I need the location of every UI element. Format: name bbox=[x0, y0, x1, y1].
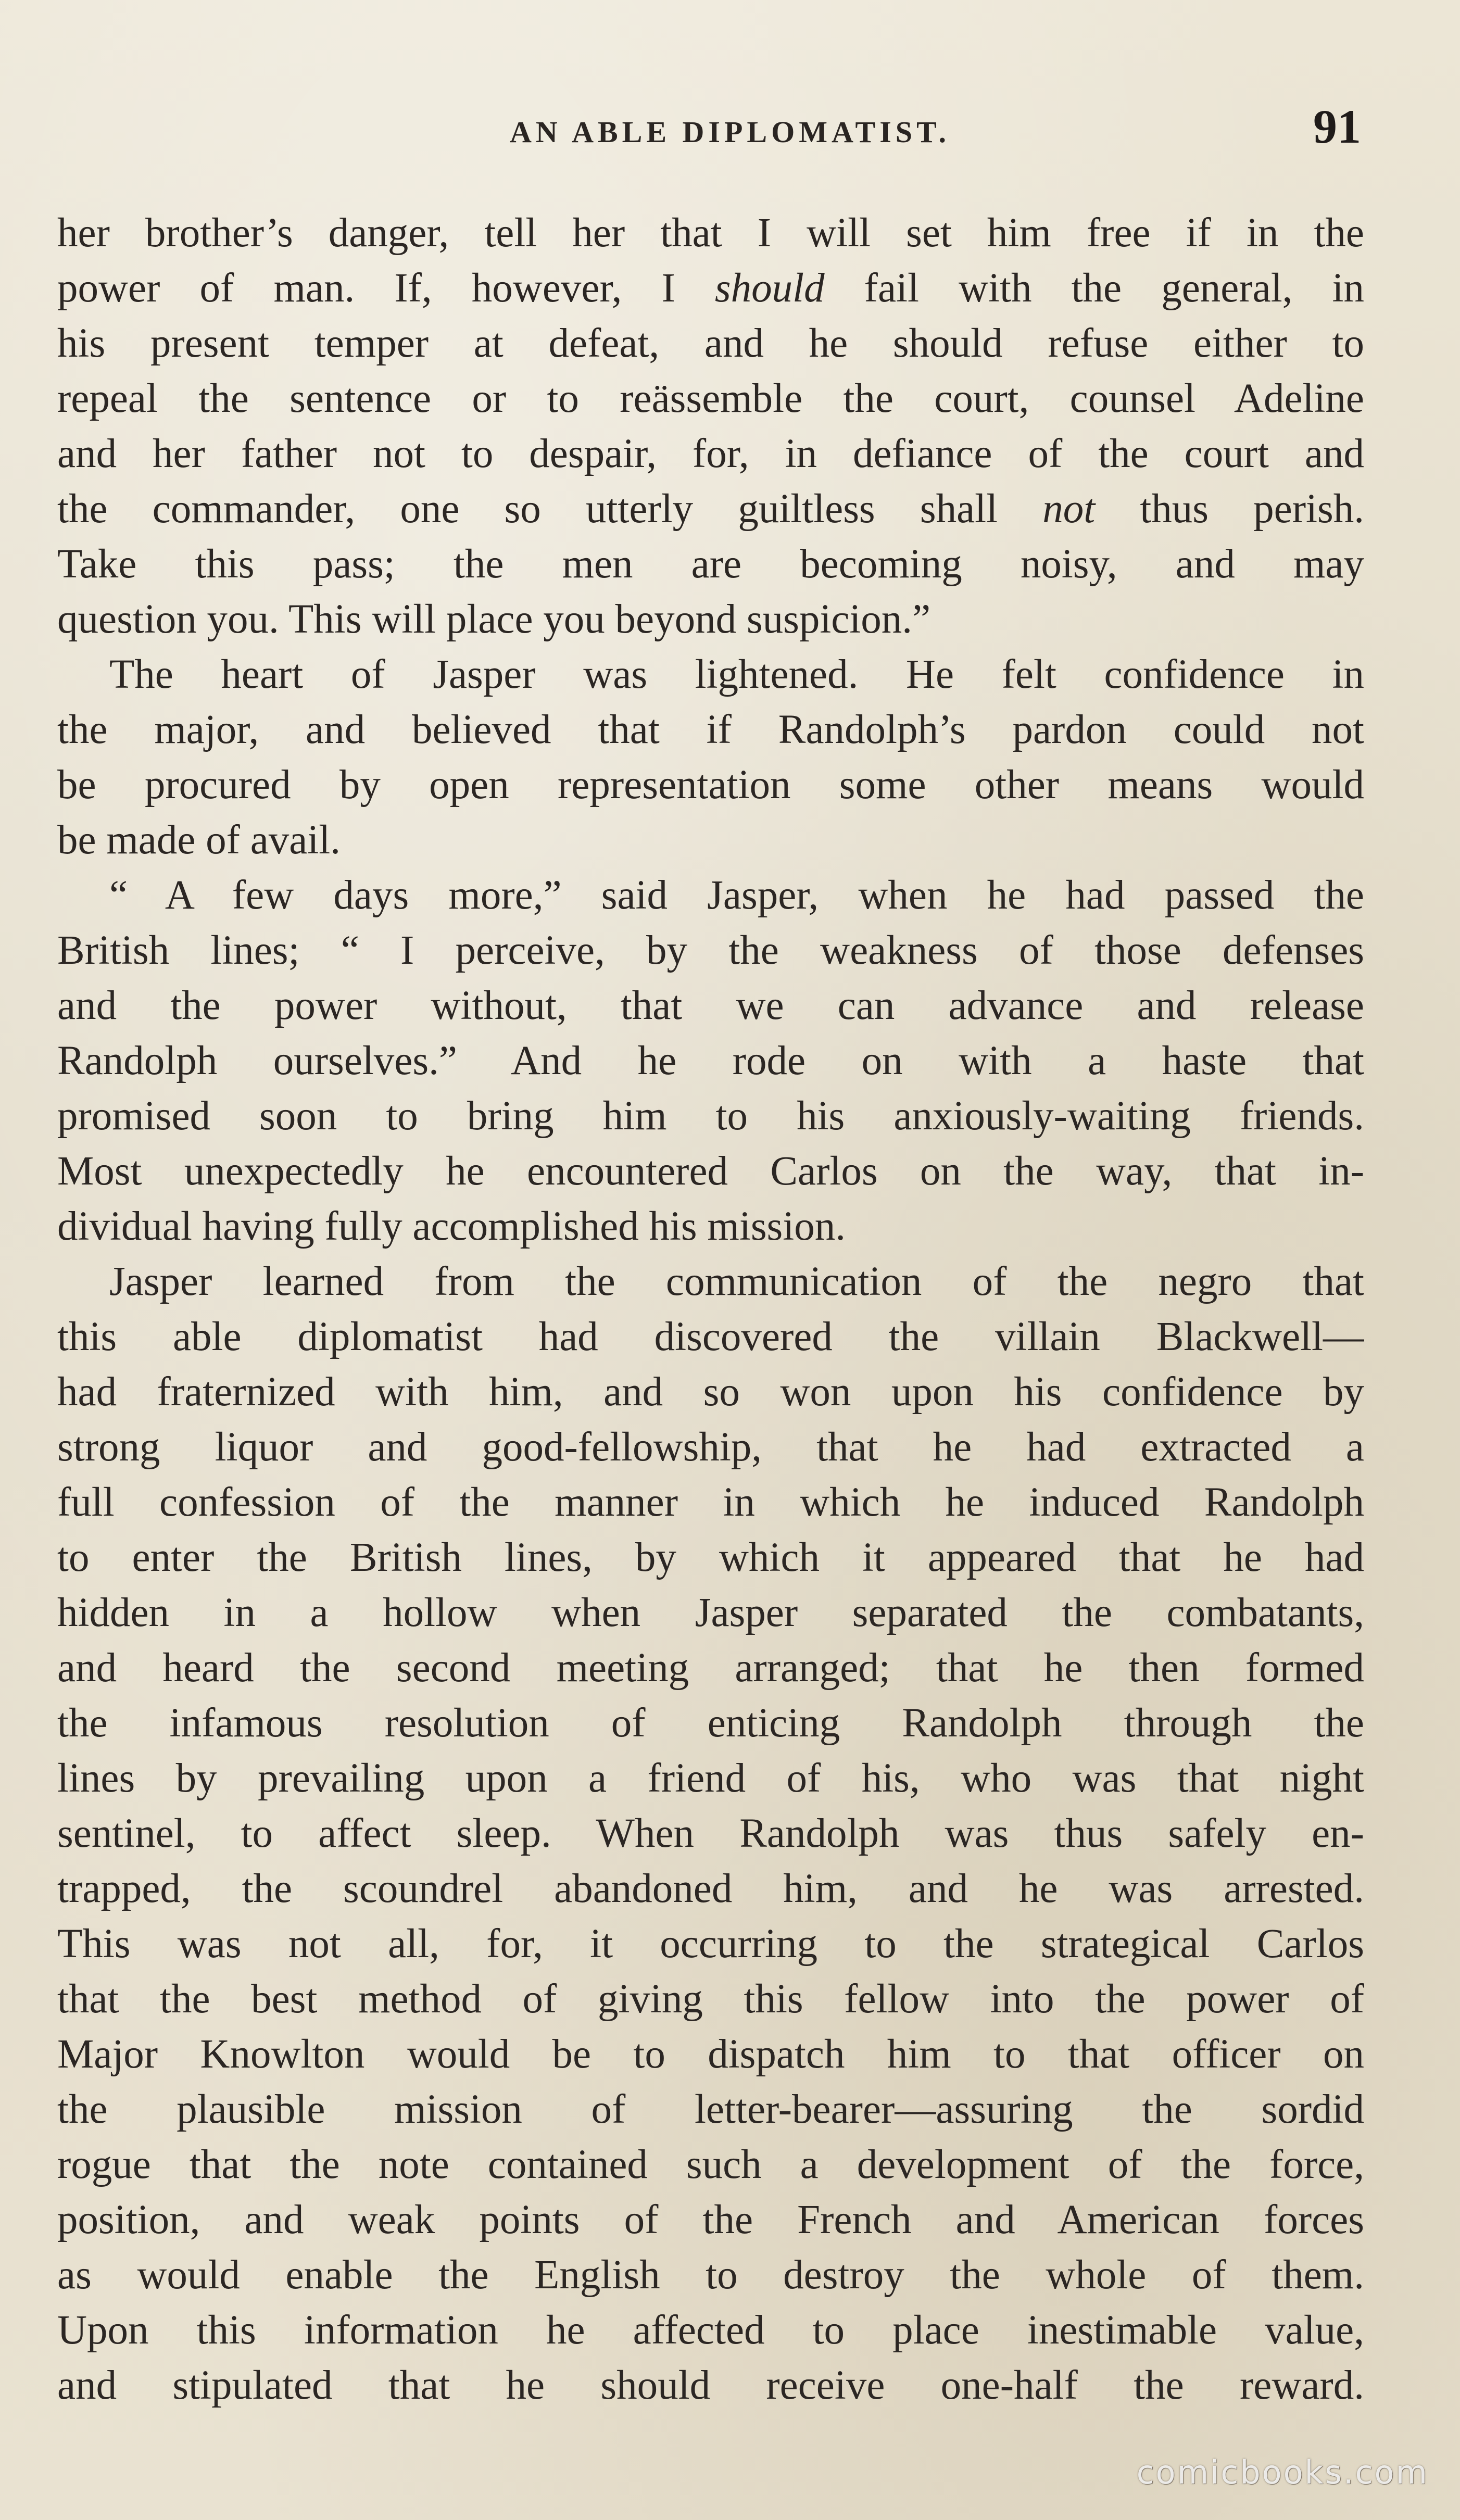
text-line: Take this pass; the men are becoming noisy, and may bbox=[57, 541, 1364, 587]
body-text bbox=[57, 206, 1364, 2445]
text-line: and her father not to despair, for, in defiance of the court and bbox=[57, 431, 1364, 476]
text-line: and heard the second meeting arranged; that he then formed bbox=[57, 1645, 1364, 1691]
paragraph bbox=[57, 647, 1364, 868]
text-line: be procured by open representation some other means would bbox=[57, 762, 1364, 808]
text-line: repeal the sentence or to reässemble the court, counsel Adeline bbox=[57, 376, 1364, 421]
text-line: position, and weak points of the French and American forces bbox=[57, 2197, 1364, 2242]
text-line: Randolph ourselves.” And he rode on with a haste that bbox=[57, 1038, 1364, 1083]
text-line: “ A few days more,” said Jasper, when he had passed the bbox=[109, 873, 1364, 918]
text-line: his present temper at defeat, and he should refuse either to bbox=[57, 321, 1364, 366]
text-line: The heart of Jasper was lightened. He felt confidence in bbox=[109, 652, 1364, 697]
text-line: question you. This will place you beyond suspicion.” bbox=[57, 597, 931, 642]
page-number: 91 bbox=[1313, 100, 1361, 153]
text-line: as would enable the English to destroy the whole of them. bbox=[57, 2252, 1364, 2298]
text-line: strong liquor and good-fellowship, that he had extracted a bbox=[57, 1425, 1364, 1470]
text-line: promised soon to bring him to his anxiously-waiting friends. bbox=[57, 1093, 1364, 1139]
text-line: the major, and believed that if Randolph’s pardon could not bbox=[57, 707, 1364, 752]
text-line: and the power without, that we can advance and release bbox=[57, 983, 1364, 1028]
running-head bbox=[0, 99, 1460, 167]
text-line: had fraternized with him, and so won upon his confidence by bbox=[57, 1369, 1364, 1415]
text-line: Most unexpectedly he encountered Carlos on the way, that in- bbox=[57, 1149, 1364, 1194]
text-line: dividual having fully accomplished his mission. bbox=[57, 1204, 846, 1249]
text-line: Upon this information he affected to place inestimable value, bbox=[57, 2308, 1364, 2353]
text-line: This was not all, for, it occurring to the strategical Carlos bbox=[57, 1921, 1364, 1967]
text-line: rogue that the note contained such a development of the force, bbox=[57, 2142, 1364, 2187]
text-line: British lines; “ I perceive, by the weakness of those defenses bbox=[57, 928, 1364, 973]
emphasis-not: not bbox=[1042, 486, 1096, 532]
text-line: lines by prevailing upon a friend of his, who was that night bbox=[57, 1756, 1364, 1801]
text-line: the plausible mission of letter-bearer—assuring the sordid bbox=[57, 2087, 1364, 2132]
running-title: AN ABLE DIPLOMATIST. bbox=[510, 115, 950, 149]
watermark: comicbooks.com bbox=[1136, 2453, 1429, 2491]
text-line: the infamous resolution of enticing Randolph through the bbox=[57, 1700, 1364, 1746]
emphasis-should: should bbox=[714, 266, 825, 311]
paragraph bbox=[57, 868, 1364, 1254]
text-line: hidden in a hollow when Jasper separated the combatants, bbox=[57, 1590, 1364, 1635]
paragraph bbox=[57, 206, 1364, 647]
text-line: and stipulated that he should receive one-half the reward. bbox=[57, 2363, 1364, 2408]
text-line: sentinel, to affect sleep. When Randolph was thus safely en- bbox=[57, 1811, 1364, 1856]
text-line: her brother’s danger, tell her that I will set him free if in the bbox=[57, 210, 1364, 256]
text-line: the commander, one so utterly guiltless shall not thus perish. bbox=[57, 486, 1364, 532]
text-line: Major Knowlton would be to dispatch him to that officer on bbox=[57, 2032, 1364, 2077]
text-line: this able diplomatist had discovered the villain Blackwell— bbox=[57, 1314, 1364, 1359]
text-line: trapped, the scoundrel abandoned him, and he was arrested. bbox=[57, 1866, 1364, 1911]
text-line: to enter the British lines, by which it appeared that he had bbox=[57, 1535, 1364, 1580]
text-line: power of man. If, however, I should fail with the general, in bbox=[57, 266, 1364, 311]
text-line: full confession of the manner in which he induced Randolph bbox=[57, 1480, 1364, 1525]
text-line: be made of avail. bbox=[57, 817, 341, 863]
text-line: Jasper learned from the communication of the negro that bbox=[109, 1259, 1364, 1304]
paragraph bbox=[57, 1254, 1364, 2413]
text-line: that the best method of giving this fellow into the power of bbox=[57, 1976, 1364, 2022]
